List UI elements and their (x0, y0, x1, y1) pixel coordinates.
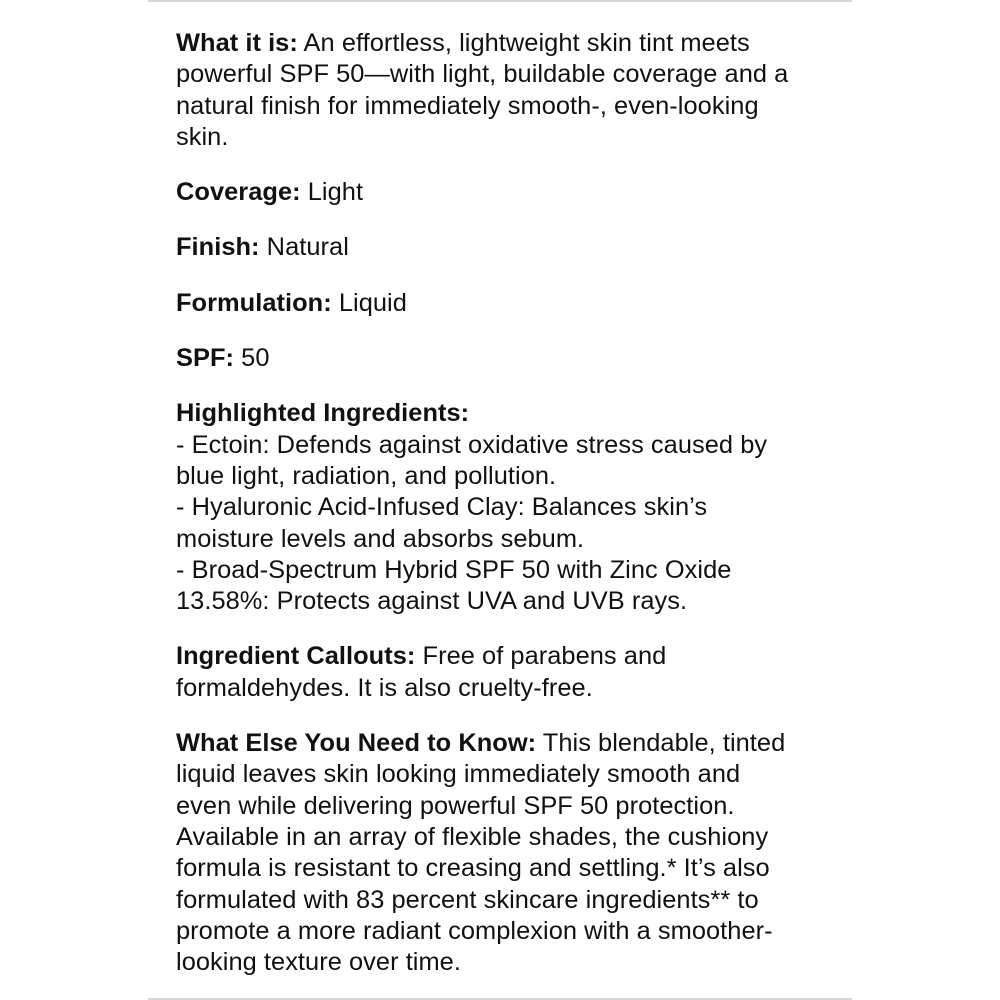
what-it-is-label: What it is: (176, 29, 298, 57)
section-what-it-is (176, 28, 826, 153)
what-else-text-6: formulated with 83 percent skincare ingredients** to (176, 885, 759, 914)
section-coverage (176, 177, 826, 208)
spf-line (176, 343, 826, 374)
finish-value: Natural (259, 233, 349, 262)
ingredient-line-3: - Hyaluronic Acid-Infused Clay: Balances skin’s (176, 493, 708, 522)
what-it-is-text-3: natural finish for immediately smooth-, even-looking (176, 91, 759, 120)
coverage-label: Coverage: (176, 178, 301, 207)
what-else-text-3: even while delivering powerful SPF 50 protection. (176, 791, 735, 820)
what-else-text-8: looking texture over time. (176, 948, 461, 977)
formulation-line (176, 288, 826, 319)
top-divider (148, 0, 852, 2)
section-spf (176, 343, 826, 374)
finish-label: Finish: (176, 233, 260, 262)
what-else-line-1 (176, 728, 826, 759)
what-else-text-5: formula is resistant to creasing and settling.* It’s also (176, 854, 770, 883)
ingredient-line-6: 13.58%: Protects against UVA and UVB rays. (176, 587, 688, 616)
what-it-is-text-4: skin. (176, 122, 229, 151)
callouts-label: Ingredient Callouts: (176, 642, 416, 671)
ingredient-line-4: moisture levels and absorbs sebum. (176, 524, 585, 553)
ingredient-line-5: - Broad-Spectrum Hybrid SPF 50 with Zinc Oxide (176, 555, 732, 584)
section-formulation (176, 288, 826, 319)
what-else-label: What Else You Need to Know: (176, 729, 537, 758)
highlighted-ingredients-label: Highlighted Ingredients: (176, 399, 470, 428)
spf-value: 50 (234, 344, 270, 373)
what-else-text-7: promote a more radiant complexion with a smoother- (176, 916, 773, 945)
section-what-else (176, 728, 826, 978)
callouts-text-1: Free of parabens and (415, 642, 667, 671)
coverage-value: Light (300, 178, 364, 207)
coverage-line (176, 177, 826, 208)
what-it-is-line-1 (176, 28, 826, 59)
callouts-line-1 (176, 641, 826, 672)
what-it-is-text-1: An effortless, lightweight skin tint meets (297, 29, 750, 57)
section-finish (176, 232, 826, 263)
callouts-text-2: formaldehydes. It is also cruelty-free. (176, 673, 593, 702)
what-else-text-2: liquid leaves skin looking immediately smooth and (176, 760, 741, 789)
ingredient-line-1: - Ectoin: Defends against oxidative stress caused by (176, 430, 768, 459)
formulation-label: Formulation: (176, 288, 332, 317)
product-description (176, 28, 826, 1000)
spf-label: SPF: (176, 344, 235, 373)
what-else-text-4: Available in an array of flexible shades, the cushiony (176, 822, 769, 851)
what-it-is-text-2: powerful SPF 50—with light, buildable coverage and a (176, 60, 789, 89)
section-ingredient-callouts (176, 641, 826, 704)
what-else-text-1: This blendable, tinted (536, 729, 786, 758)
ingredient-line-2: blue light, radiation, and pollution. (176, 461, 557, 490)
finish-line (176, 232, 826, 263)
section-highlighted-ingredients (176, 398, 826, 617)
formulation-value: Liquid (331, 288, 407, 317)
